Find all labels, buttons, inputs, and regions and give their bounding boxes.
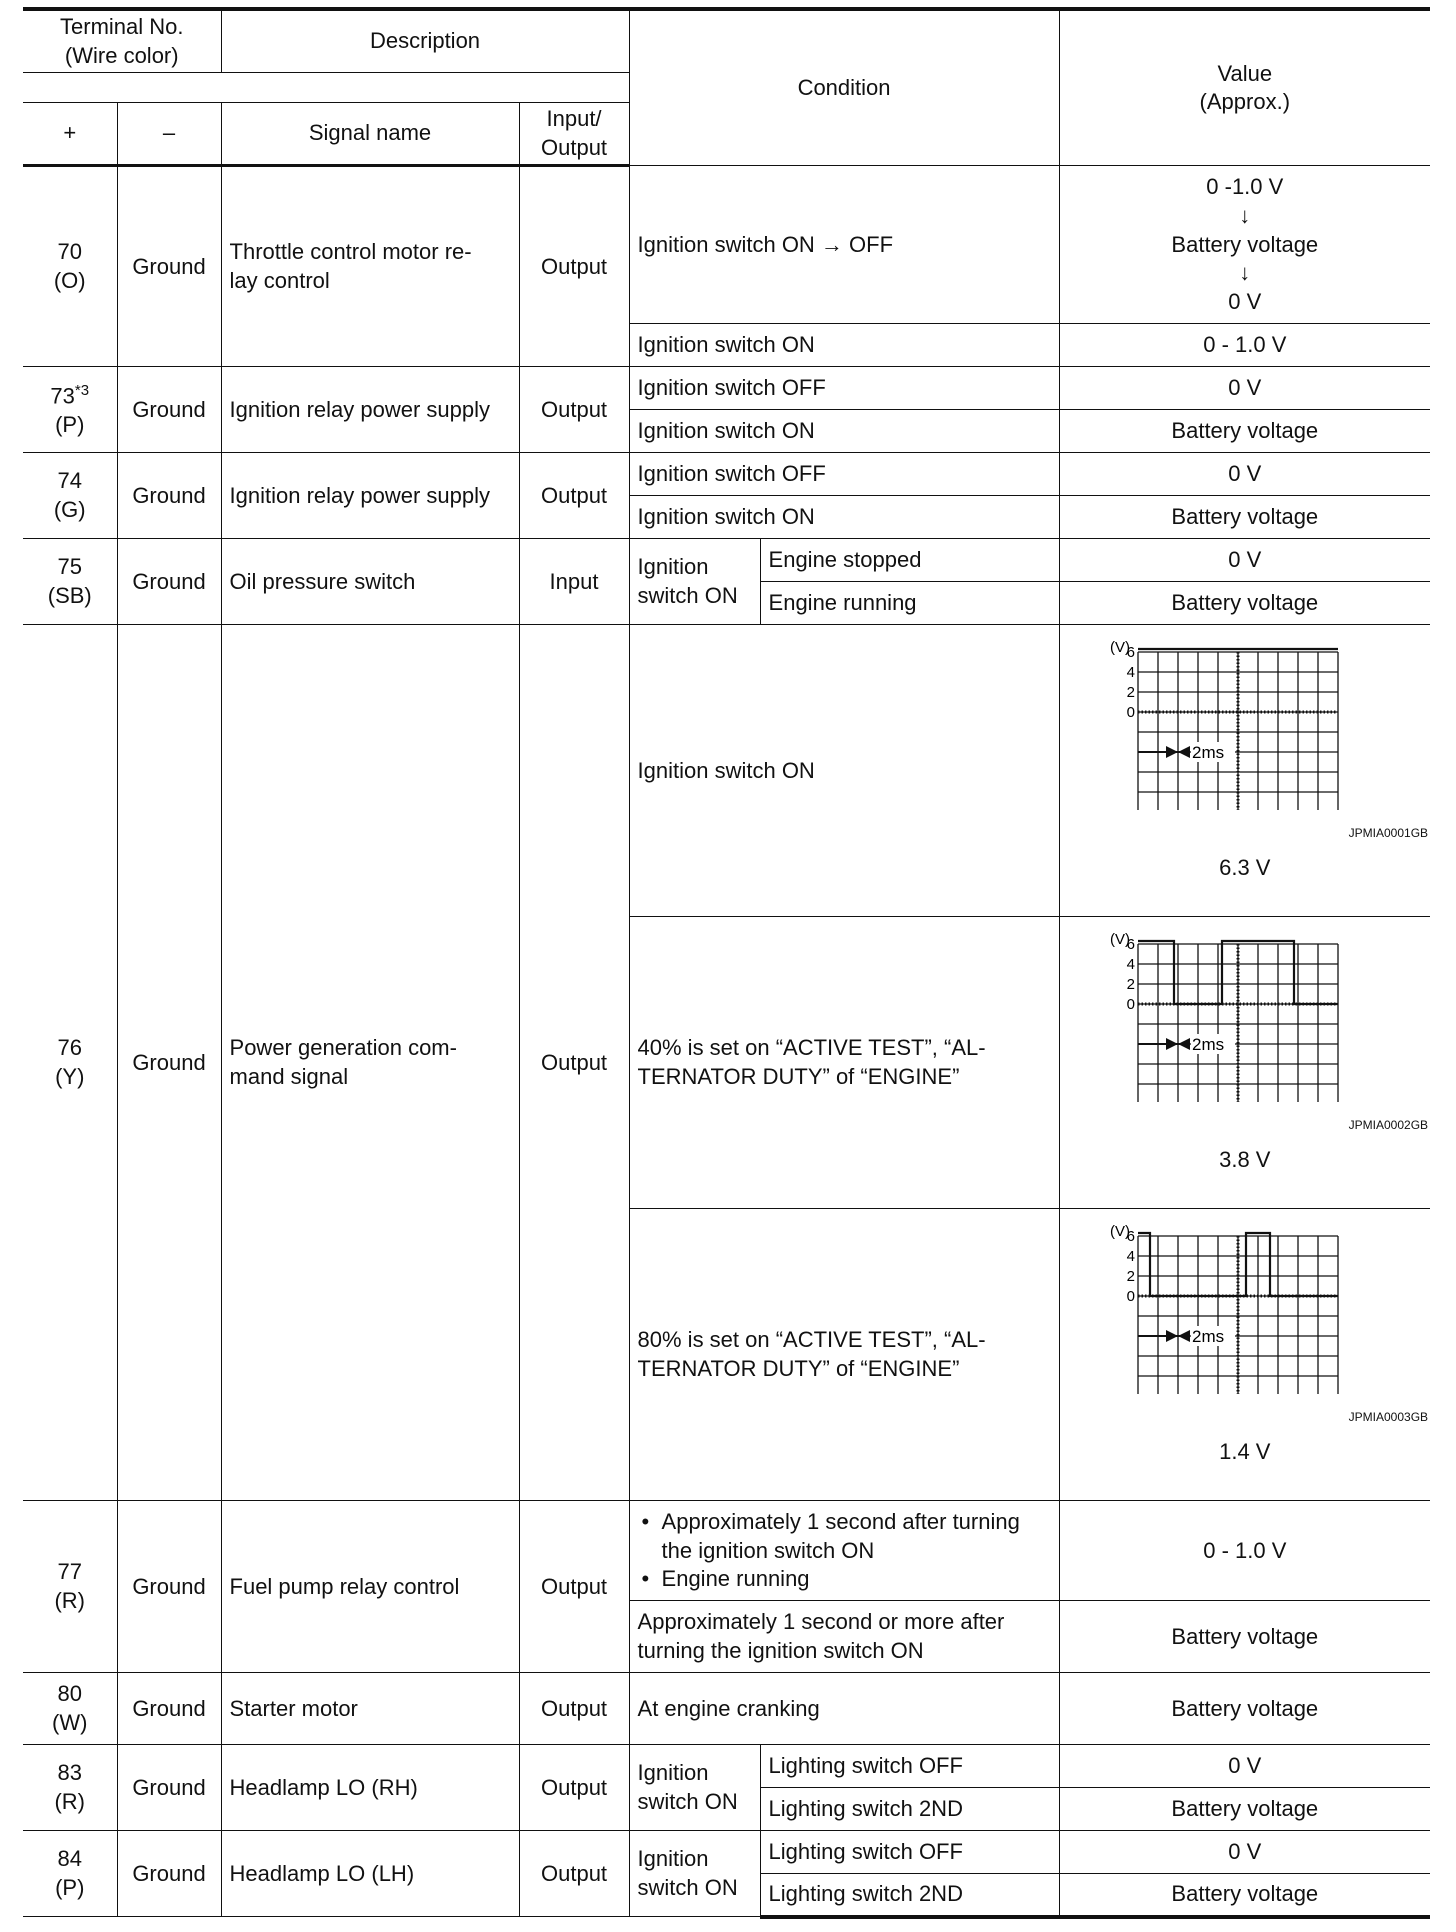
- condition-80: At engine cranking: [629, 1673, 1059, 1745]
- ground-70: Ground: [117, 166, 221, 367]
- header-plus-cell: +: [23, 103, 117, 166]
- waveform-1: [1108, 640, 1348, 810]
- svg-text:4: 4: [1126, 663, 1135, 681]
- io-84: Output: [519, 1831, 629, 1917]
- condition-75-main: Ignition switch ON: [629, 539, 760, 625]
- svg-text:6: 6: [1126, 1227, 1135, 1245]
- condition-84-2: Lighting switch 2ND: [760, 1874, 1059, 1917]
- signal-84: Headlamp LO (LH): [221, 1831, 519, 1917]
- header-condition: Condition: [629, 9, 1059, 166]
- value-74-1: 0 V: [1059, 453, 1430, 496]
- waveform-code-1: JPMIA0001GB: [1348, 825, 1429, 840]
- header-terminal-no: Terminal No. (Wire color): [23, 9, 221, 73]
- signal-77: Fuel pump relay control: [221, 1501, 519, 1673]
- header-signal-name-cell: Signal name: [221, 103, 519, 166]
- svg-text:2: 2: [1126, 975, 1135, 993]
- value-75-1: 0 V: [1059, 539, 1430, 582]
- svg-text:6: 6: [1126, 643, 1135, 661]
- waveform-code-3: JPMIA0003GB: [1348, 1409, 1429, 1424]
- signal-70: Throttle control motor re- lay control: [221, 166, 519, 367]
- io-70: Output: [519, 166, 629, 367]
- waveform-code-2: JPMIA0002GB: [1348, 1117, 1429, 1132]
- value-70-2: 0 - 1.0 V: [1059, 324, 1430, 367]
- condition-70-1: Ignition switch ON → OFF: [629, 166, 1059, 324]
- ground-75: Ground: [117, 539, 221, 625]
- waveform-cell-1: [1059, 625, 1430, 917]
- condition-83-2: Lighting switch 2ND: [760, 1788, 1059, 1831]
- condition-74-1: Ignition switch OFF: [629, 453, 1059, 496]
- io-83: Output: [519, 1745, 629, 1831]
- condition-76-1: Ignition switch ON: [629, 625, 1059, 917]
- terminal-84: 84 (P): [23, 1831, 117, 1917]
- header-value: Value (Approx.): [1059, 9, 1430, 166]
- terminal-83: 83 (R): [23, 1745, 117, 1831]
- condition-74-2: Ignition switch ON: [629, 496, 1059, 539]
- waveform-value-1: 6.3 V: [1219, 854, 1271, 880]
- terminal-76: 76 (Y): [23, 625, 117, 1501]
- ground-77: Ground: [117, 1501, 221, 1673]
- value-84-2: Battery voltage: [1059, 1874, 1430, 1917]
- waveform-3: [1108, 1224, 1348, 1394]
- terminal-75: 75 (SB): [23, 539, 117, 625]
- condition-84-1: Lighting switch OFF: [760, 1831, 1059, 1874]
- terminal-73-color: (P): [55, 411, 85, 437]
- svg-text:2ms: 2ms: [1191, 1034, 1224, 1054]
- svg-text:0: 0: [1126, 995, 1135, 1013]
- header-input-output: Input/ Output: [519, 103, 629, 166]
- terminal-73-note: *3: [74, 381, 90, 399]
- ground-80: Ground: [117, 1673, 221, 1745]
- condition-77-bullet-2: • Engine running: [662, 1565, 1051, 1594]
- terminal-80: 80 (W): [23, 1673, 117, 1745]
- waveform-2: [1108, 932, 1348, 1102]
- svg-text:4: 4: [1126, 1247, 1135, 1265]
- value-80: Battery voltage: [1059, 1673, 1430, 1745]
- terminal-73: [23, 367, 117, 453]
- svg-text:(V): (V): [1109, 931, 1130, 948]
- svg-text:4: 4: [1126, 955, 1135, 973]
- condition-76-2: 40% is set on “ACTIVE TEST”, “AL- TERNATOR DUTY” of “ENGINE”: [629, 917, 1059, 1209]
- condition-83-1: Lighting switch OFF: [760, 1745, 1059, 1788]
- signal-80: Starter motor: [221, 1673, 519, 1745]
- svg-text:2: 2: [1126, 1267, 1135, 1285]
- svg-text:0: 0: [1126, 1287, 1135, 1305]
- svg-text:(V): (V): [1109, 1223, 1130, 1240]
- condition-84-main: Ignition switch ON: [629, 1831, 760, 1917]
- condition-77-2: Approximately 1 second or more after turning the ignition switch ON: [629, 1601, 1059, 1673]
- ground-83: Ground: [117, 1745, 221, 1831]
- svg-text:2ms: 2ms: [1191, 742, 1224, 762]
- condition-73-1: Ignition switch OFF: [629, 367, 1059, 410]
- condition-83-main: Ignition switch ON: [629, 1745, 760, 1831]
- terminal-70: 70 (O): [23, 166, 117, 367]
- ground-84: Ground: [117, 1831, 221, 1917]
- condition-70-2: Ignition switch ON: [629, 324, 1059, 367]
- io-77: Output: [519, 1501, 629, 1673]
- condition-73-2: Ignition switch ON: [629, 410, 1059, 453]
- value-84-1: 0 V: [1059, 1831, 1430, 1874]
- svg-text:2ms: 2ms: [1191, 1326, 1224, 1346]
- value-77-1: 0 - 1.0 V: [1059, 1501, 1430, 1601]
- value-83-1: 0 V: [1059, 1745, 1430, 1788]
- svg-text:0: 0: [1126, 703, 1135, 721]
- ground-73: Ground: [117, 367, 221, 453]
- value-74-2: Battery voltage: [1059, 496, 1430, 539]
- signal-75: Oil pressure switch: [221, 539, 519, 625]
- condition-75-2: Engine running: [760, 582, 1059, 625]
- condition-76-3: 80% is set on “ACTIVE TEST”, “AL- TERNATOR DUTY” of “ENGINE”: [629, 1209, 1059, 1501]
- terminal-73-number: 73: [50, 382, 75, 408]
- signal-83: Headlamp LO (RH): [221, 1745, 519, 1831]
- signal-73: Ignition relay power supply: [221, 367, 519, 453]
- signal-76: Power generation com- mand signal: [221, 625, 519, 1501]
- io-74: Output: [519, 453, 629, 539]
- waveform-cell-2: [1059, 917, 1430, 1209]
- io-73: Output: [519, 367, 629, 453]
- value-83-2: Battery voltage: [1059, 1788, 1430, 1831]
- svg-text:2: 2: [1126, 683, 1135, 701]
- waveform-value-3: 1.4 V: [1219, 1438, 1271, 1464]
- value-73-2: Battery voltage: [1059, 410, 1430, 453]
- svg-text:6: 6: [1126, 935, 1135, 953]
- io-75: Input: [519, 539, 629, 625]
- waveform-cell-3: [1059, 1209, 1430, 1501]
- io-76: Output: [519, 625, 629, 1501]
- terminal-74: 74 (G): [23, 453, 117, 539]
- condition-77-bullet-1: • Approximately 1 second after turning the ignition switch ON: [662, 1508, 1051, 1565]
- value-77-2: Battery voltage: [1059, 1601, 1430, 1673]
- svg-text:(V): (V): [1109, 639, 1130, 656]
- ecm-terminal-table: [23, 7, 1430, 1919]
- terminal-77: 77 (R): [23, 1501, 117, 1673]
- condition-77-1: [629, 1501, 1059, 1601]
- value-75-2: Battery voltage: [1059, 582, 1430, 625]
- waveform-value-2: 3.8 V: [1219, 1146, 1271, 1172]
- value-70-1: 0 -1.0 V ↓ Battery voltage ↓ 0 V: [1059, 166, 1430, 324]
- ground-76: Ground: [117, 625, 221, 1501]
- value-73-1: 0 V: [1059, 367, 1430, 410]
- signal-74: Ignition relay power supply: [221, 453, 519, 539]
- condition-75-1: Engine stopped: [760, 539, 1059, 582]
- header-description: Description: [221, 9, 629, 73]
- io-80: Output: [519, 1673, 629, 1745]
- ground-74: Ground: [117, 453, 221, 539]
- header-minus-cell: –: [117, 103, 221, 166]
